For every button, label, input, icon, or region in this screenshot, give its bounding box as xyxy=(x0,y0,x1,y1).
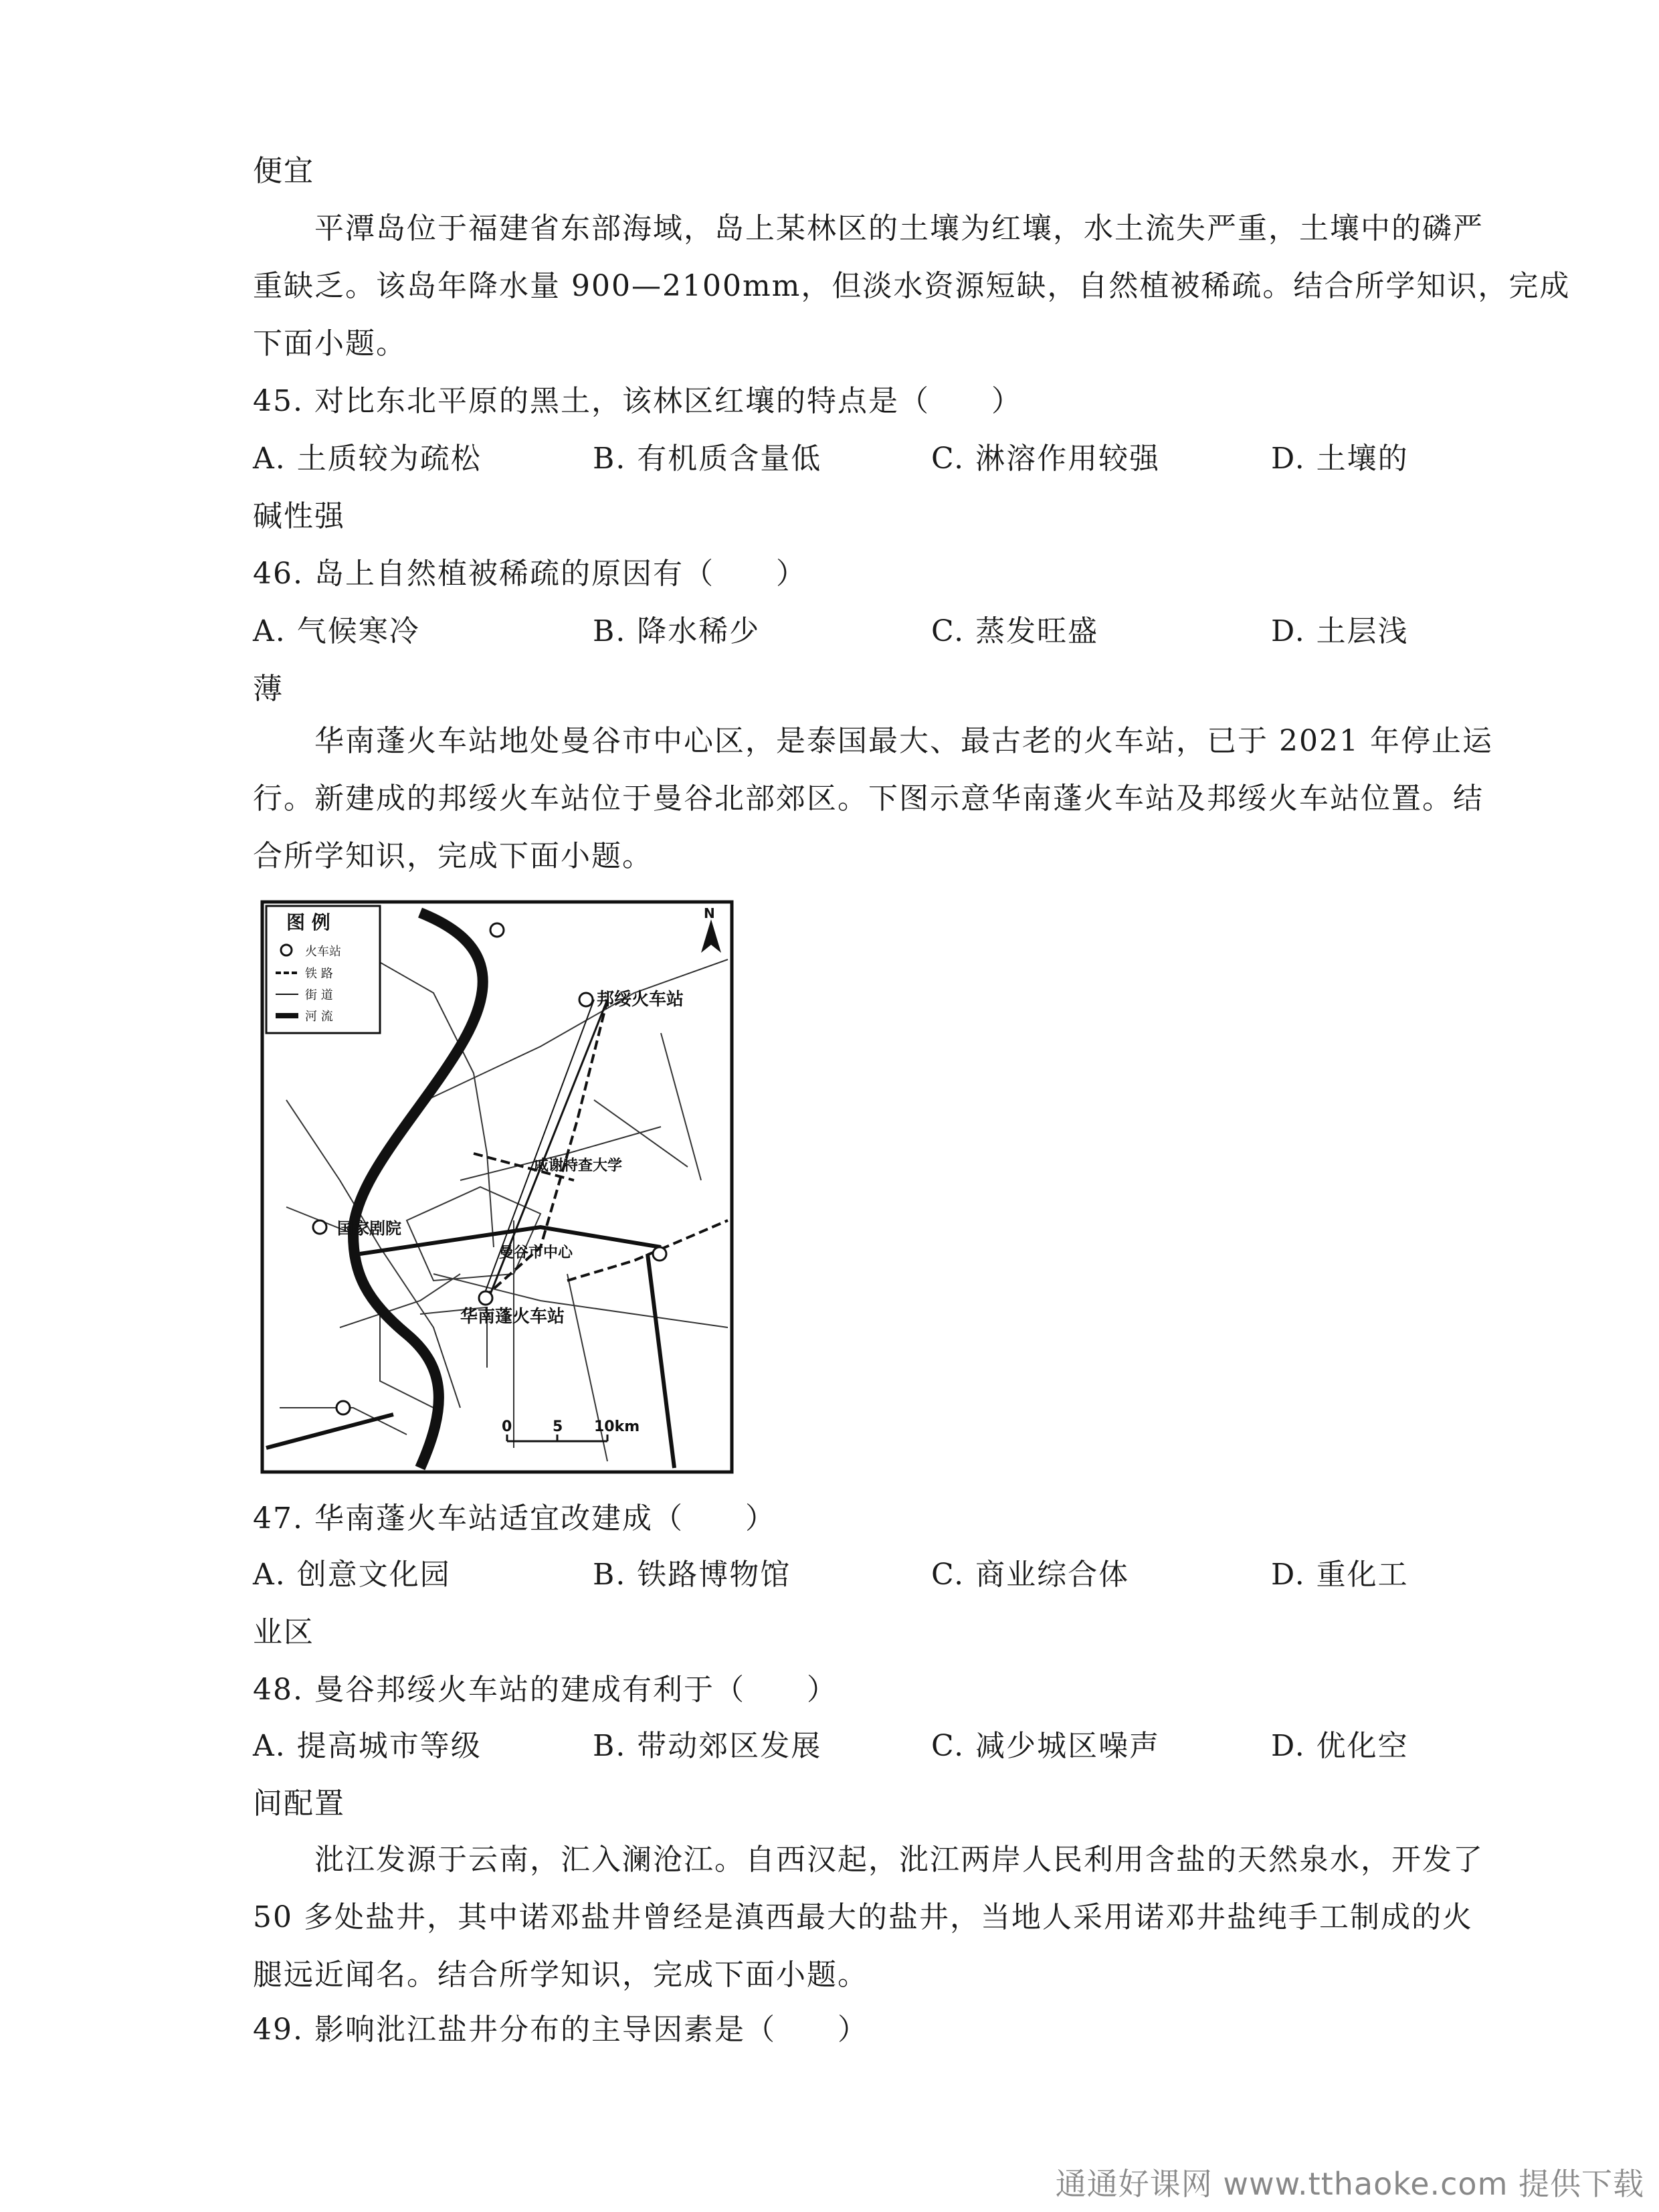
label-bangsue-station: 邦绥火车站 xyxy=(597,990,684,1010)
q45-option-c: C. 淋溶作用较强 xyxy=(931,442,1161,476)
q47-option-a: A. 创意文化园 xyxy=(253,1558,451,1592)
svg-text:5: 5 xyxy=(553,1418,563,1435)
q45-option-d: D. 土壤的 xyxy=(1271,442,1409,476)
passage-1-line-2: 重缺乏。该岛年降水量 900—2100mm，但淡水资源短缺，自然植被稀疏。结合所学知识，完成 xyxy=(253,269,1571,303)
passage-1-line-3: 下面小题。 xyxy=(253,327,407,361)
q47-option-d: D. 重化工 xyxy=(1271,1558,1409,1592)
passage-1-line-1: 平潭岛位于福建省东部海域，岛上某林区的土壤为红壤，水土流失严重，土壤中的磷严 xyxy=(314,211,1484,246)
legend-railway-label: 铁 路 xyxy=(305,967,333,981)
station-icon xyxy=(479,1291,492,1305)
map-legend xyxy=(266,906,380,1033)
station-icon xyxy=(313,1220,326,1234)
q48-option-b: B. 带动郊区发展 xyxy=(593,1729,822,1763)
svg-text:0: 0 xyxy=(502,1418,512,1435)
q45-option-a: A. 土质较为疏松 xyxy=(253,442,482,476)
text-fragment: 便宜 xyxy=(253,154,314,188)
label-hualamphong-station: 华南蓬火车站 xyxy=(460,1307,565,1327)
q45-option-b: B. 有机质含量低 xyxy=(593,442,822,476)
station-icon xyxy=(490,923,504,937)
passage-3-line-2: 50 多处盐井，其中诺邓盐井曾经是滇西最大的盐井，当地人采用诺邓井盐纯手工制成的火 xyxy=(253,1900,1473,1934)
station-icon xyxy=(579,993,593,1006)
legend-river-label: 河 流 xyxy=(305,1010,333,1024)
passage-2-line-1: 华南蓬火车站地处曼谷市中心区，是泰国最大、最古老的火车站，已于 2021 年停止运 xyxy=(314,724,1493,758)
q48-option-d: D. 优化空 xyxy=(1271,1729,1409,1763)
label-city-center: 曼谷市中心 xyxy=(499,1245,573,1261)
q47-option-b: B. 铁路博物馆 xyxy=(593,1558,791,1592)
label-university: 戚谢特查大学 xyxy=(534,1158,623,1174)
svg-text:N: N xyxy=(704,905,715,921)
legend-street-label: 街 道 xyxy=(305,988,333,1002)
question-45: 45. 对比东北平原的黑土，该林区红壤的特点是（ ） xyxy=(253,384,1022,418)
passage-3-line-3: 腿远近闻名。结合所学知识，完成下面小题。 xyxy=(253,1958,868,1992)
q47-option-c: C. 商业综合体 xyxy=(931,1558,1130,1592)
passage-2-line-3: 合所学知识，完成下面小题。 xyxy=(253,839,653,873)
q48-option-d-overflow: 间配置 xyxy=(253,1786,345,1821)
svg-text:10km: 10km xyxy=(594,1418,640,1435)
question-47: 47. 华南蓬火车站适宜改建成（ ） xyxy=(253,1501,776,1536)
passage-3-line-1: 沘江发源于云南，汇入澜沧江。自西汉起，沘江两岸人民利用含盐的天然泉水，开发了 xyxy=(314,1843,1484,1877)
legend-station-icon xyxy=(281,945,292,955)
site-watermark: 通通好课网 www.tthaoke.com 提供下载 xyxy=(1055,2166,1644,2202)
q46-option-d: D. 土层浅 xyxy=(1271,614,1409,648)
legend-title: 图 例 xyxy=(286,911,330,933)
station-icon xyxy=(653,1247,666,1261)
passage-2-line-2: 行。新建成的邦绥火车站位于曼谷北部郊区。下图示意华南蓬火车站及邦绥火车站位置。结 xyxy=(253,781,1484,816)
bangkok-station-map xyxy=(260,899,735,1475)
q48-option-a: A. 提高城市等级 xyxy=(253,1729,482,1763)
question-49: 49. 影响沘江盐井分布的主导因素是（ ） xyxy=(253,2013,868,2047)
q46-option-b: B. 降水稀少 xyxy=(593,614,761,648)
q47-option-d-overflow: 业区 xyxy=(253,1615,314,1649)
label-national-theatre: 国家剧院 xyxy=(337,1219,401,1238)
q48-option-c: C. 减少城区噪声 xyxy=(931,1729,1161,1763)
legend-station-label: 火车站 xyxy=(305,945,341,959)
question-46: 46. 岛上自然植被稀疏的原因有（ ） xyxy=(253,557,807,591)
q45-option-d-overflow: 碱性强 xyxy=(253,499,345,533)
q46-option-d-overflow: 薄 xyxy=(253,672,284,706)
station-icon xyxy=(336,1401,350,1414)
q46-option-c: C. 蒸发旺盛 xyxy=(931,614,1099,648)
q46-option-a: A. 气候寒冷 xyxy=(253,614,420,648)
question-48: 48. 曼谷邦绥火车站的建成有利于（ ） xyxy=(253,1673,838,1707)
